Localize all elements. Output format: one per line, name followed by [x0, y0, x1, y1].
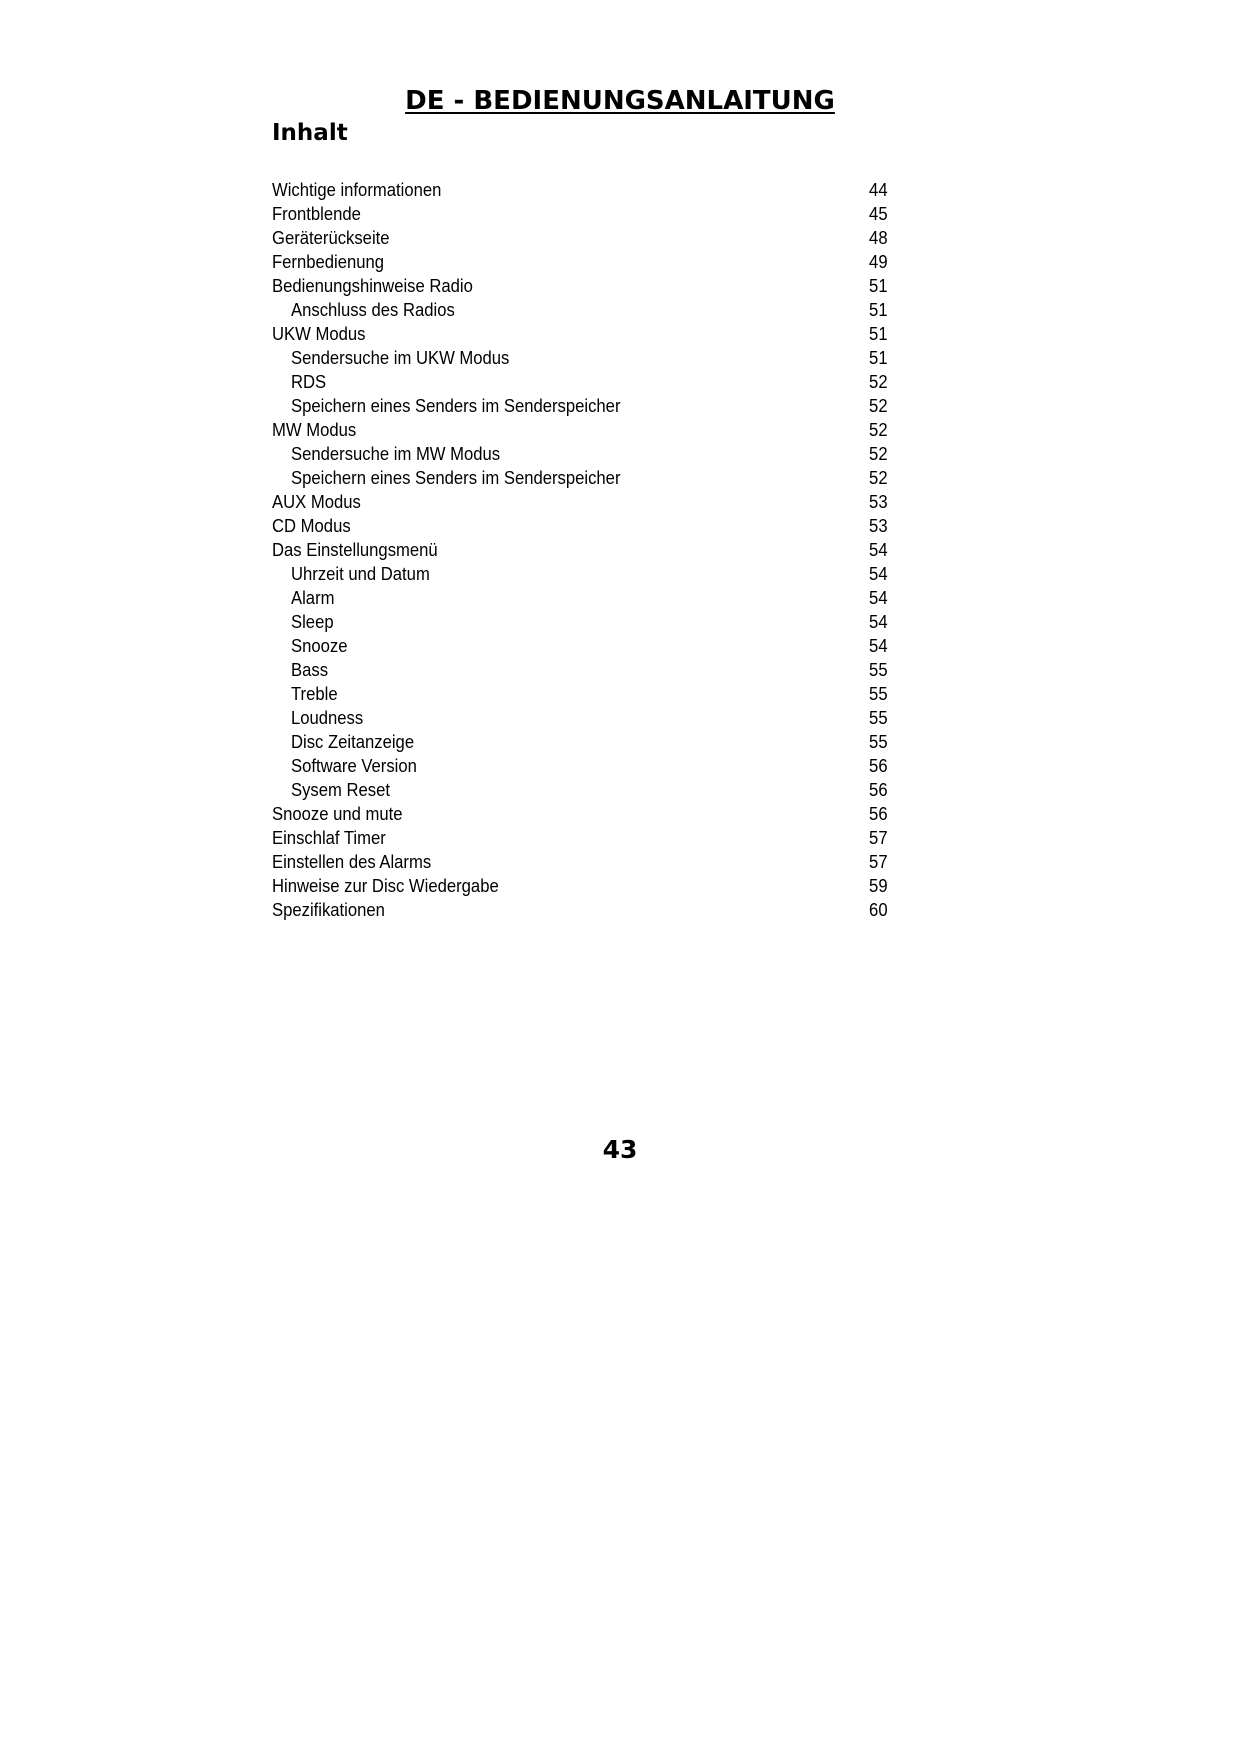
- toc-entry: [272, 874, 888, 898]
- toc-entry-page: 54: [869, 635, 888, 656]
- toc-entry: [272, 850, 888, 874]
- toc-heading: Inhalt: [272, 120, 348, 146]
- toc-entry: [272, 658, 888, 682]
- toc-entry-page: 44: [869, 179, 888, 200]
- toc-entry-page: 55: [869, 659, 888, 680]
- toc-entry: [272, 586, 888, 610]
- toc-entry-page: 57: [869, 827, 888, 848]
- toc-entry-page: 51: [869, 347, 888, 368]
- toc-entry-page: 54: [869, 587, 888, 608]
- toc-entry-label: Spezifikationen: [272, 899, 385, 920]
- toc-entry-label: Sendersuche im MW Modus: [291, 443, 501, 464]
- toc-entry: [272, 562, 888, 586]
- toc-entry-label: AUX Modus: [272, 491, 361, 512]
- table-of-contents: [272, 178, 888, 922]
- toc-entry-label: RDS: [291, 371, 327, 392]
- toc-entry: [272, 322, 888, 346]
- document-title: [0, 84, 1240, 118]
- toc-entry: [272, 346, 888, 370]
- toc-entry-label: Einstellen des Alarms: [272, 851, 432, 872]
- toc-entry-label: Alarm: [291, 587, 335, 608]
- toc-entry-page: 53: [869, 491, 888, 512]
- toc-entry-label: Wichtige informationen: [272, 179, 442, 200]
- toc-entry-label: Sleep: [291, 611, 334, 632]
- toc-entry-page: 57: [869, 851, 888, 872]
- toc-entry-label: Snooze: [291, 635, 348, 656]
- toc-entry-page: 52: [869, 443, 888, 464]
- toc-entry: [272, 442, 888, 466]
- toc-entry-page: 54: [869, 563, 888, 584]
- toc-entry: [272, 778, 888, 802]
- toc-entry-page: 52: [869, 395, 888, 416]
- toc-entry-page: 59: [869, 875, 888, 896]
- toc-entry-page: 51: [869, 299, 888, 320]
- toc-entry-label: MW Modus: [272, 419, 357, 440]
- toc-entry: [272, 226, 888, 250]
- toc-entry: [272, 202, 888, 226]
- toc-entry: [272, 538, 888, 562]
- toc-entry-page: 55: [869, 683, 888, 704]
- toc-entry-label: Sendersuche im UKW Modus: [291, 347, 510, 368]
- toc-entry-page: 53: [869, 515, 888, 536]
- toc-entry-label: CD Modus: [272, 515, 351, 536]
- toc-entry: [272, 514, 888, 538]
- toc-entry: [272, 610, 888, 634]
- toc-entry-page: 55: [869, 731, 888, 752]
- toc-entry-page: 56: [869, 779, 888, 800]
- toc-entry: [272, 370, 888, 394]
- toc-entry-label: Das Einstellungsmenü: [272, 539, 438, 560]
- toc-entry-page: 52: [869, 467, 888, 488]
- toc-entry-label: Frontblende: [272, 203, 361, 224]
- toc-entry-page: 51: [869, 323, 888, 344]
- toc-entry-page: 54: [869, 611, 888, 632]
- toc-entry-page: 49: [869, 251, 888, 272]
- toc-entry: [272, 178, 888, 202]
- toc-entry: [272, 706, 888, 730]
- toc-entry-label: Einschlaf Timer: [272, 827, 386, 848]
- toc-entry: [272, 250, 888, 274]
- toc-entry-label: Speichern eines Senders im Senderspeicher: [291, 467, 621, 488]
- toc-entry: [272, 298, 888, 322]
- toc-entry-label: Geräterückseite: [272, 227, 390, 248]
- page-number: 43: [602, 1135, 638, 1164]
- toc-entry-label: Sysem Reset: [291, 779, 391, 800]
- toc-entry-page: 48: [869, 227, 888, 248]
- toc-entry: [272, 466, 888, 490]
- toc-entry-label: Uhrzeit und Datum: [291, 563, 430, 584]
- toc-entry-page: 55: [869, 707, 888, 728]
- toc-entry-page: 54: [869, 539, 888, 560]
- toc-entry: [272, 826, 888, 850]
- toc-entry-page: 52: [869, 419, 888, 440]
- toc-entry-page: 56: [869, 755, 888, 776]
- toc-entry-label: Disc Zeitanzeige: [291, 731, 415, 752]
- toc-entry: [272, 682, 888, 706]
- toc-entry-label: Software Version: [291, 755, 417, 776]
- toc-entry-label: Anschluss des Radios: [291, 299, 455, 320]
- toc-entry: [272, 802, 888, 826]
- toc-entry: [272, 394, 888, 418]
- document-title-text: DE - BEDIENUNGSANLAITUNG: [405, 86, 835, 116]
- toc-entry-label: Bass: [291, 659, 329, 680]
- toc-entry: [272, 490, 888, 514]
- toc-entry-label: UKW Modus: [272, 323, 366, 344]
- toc-entry-page: 60: [869, 899, 888, 920]
- toc-entry: [272, 634, 888, 658]
- toc-entry-label: Loudness: [291, 707, 364, 728]
- toc-entry-label: Bedienungshinweise Radio: [272, 275, 473, 296]
- toc-entry-page: 45: [869, 203, 888, 224]
- toc-entry: [272, 418, 888, 442]
- toc-entry-label: Hinweise zur Disc Wiedergabe: [272, 875, 499, 896]
- toc-entry-page: 56: [869, 803, 888, 824]
- toc-entry-label: Snooze und mute: [272, 803, 403, 824]
- toc-entry: [272, 274, 888, 298]
- toc-entry-label: Treble: [291, 683, 338, 704]
- toc-entry-label: Fernbedienung: [272, 251, 385, 272]
- toc-entry: [272, 730, 888, 754]
- toc-entry: [272, 898, 888, 922]
- toc-entry-page: 52: [869, 371, 888, 392]
- toc-entry-page: 51: [869, 275, 888, 296]
- toc-entry-label: Speichern eines Senders im Senderspeicher: [291, 395, 621, 416]
- toc-entry: [272, 754, 888, 778]
